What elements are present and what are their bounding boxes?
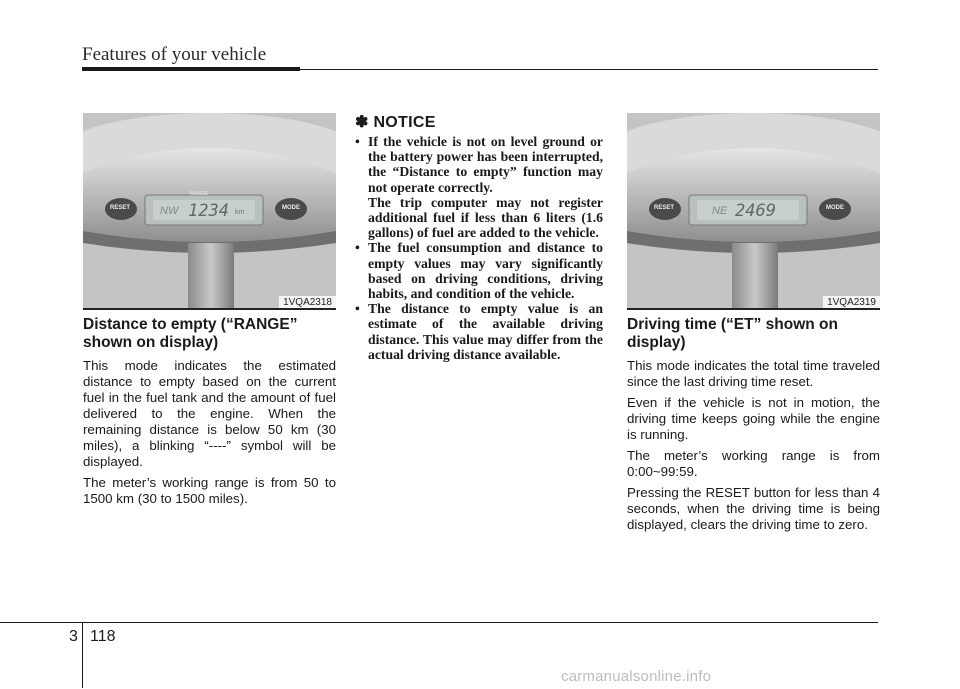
photo-code: 1VQA2319 [823,296,880,308]
reset-button-label: RESET [110,205,131,211]
bullet-icon: • [355,301,360,317]
reset-button-label: RESET [654,205,675,211]
header-rule [300,69,878,70]
paragraph: The meter’s working range is from 0:00~99:59. [627,448,880,479]
notice-heading: ✽ NOTICE [355,114,436,131]
paragraph: Even if the vehicle is not in motion, the driving time keeps going while the engine is running. [627,395,880,442]
paragraph: Pressing the RESET button for less than 4 seconds, when the driving time is being displayed, clears the driving time to zero. [627,485,880,532]
paragraph: This mode indicates the estimated distance to empty based on the current fuel in the fuel tank and the amount of fuel delivered to the engine. When the remaining distance is below 50 km (30 miles), a blinking “----” symbol will be displayed. [83,358,336,469]
page-header-title: Features of your vehicle [82,44,267,65]
footer-rule [0,622,878,623]
notice-item [355,240,603,301]
display-reading: 1234 [188,201,229,221]
driving-time-section [627,316,880,538]
notice-item [355,301,603,362]
footer-divider [82,622,83,688]
notice-item [355,134,603,240]
watermark: carmanualsonline.info [561,668,712,685]
notice-box [355,112,603,362]
display-unit: km [235,209,245,216]
display-reading: 2469 [735,201,776,221]
compass-reading: NE [712,205,728,217]
photo-underline [83,308,336,310]
range-section [83,316,336,512]
mode-button-label: MODE [826,205,844,211]
bullet-icon: • [355,240,360,256]
photo-code: 1VQA2318 [279,296,336,308]
bullet-icon: • [355,134,360,149]
range-display-photo [83,113,336,308]
page-number: 118 [90,628,116,645]
paragraph: This mode indicates the total time traveled since the last driving time reset. [627,358,880,389]
section-heading: Driving time (“ET” shown on display) [627,316,838,351]
notice-text: The fuel consumption and distance to empty values may vary significantly based on driving conditions, driving habits, and condition of the vehicle. [368,240,603,302]
notice-list [355,134,603,362]
notice-text: If the vehicle is not on level ground or the battery power has been interrupted, the “Distance to empty” function may not operate correctly. [368,134,603,195]
paragraph: The meter’s working range is from 50 to 1500 km (30 to 1500 miles). [83,475,336,506]
chapter-number: 3 [69,628,78,645]
range-indicator-label: RANGE [190,191,208,197]
driving-time-display-photo [627,113,880,308]
mode-button-label: MODE [282,205,300,211]
compass-reading: NW [160,205,179,217]
photo-underline [627,308,880,310]
notice-subtext: The trip computer may not register additional fuel if less than 6 liters (1.6 gallons) of fuel are added to the vehicle. [368,194,603,241]
section-heading: Distance to empty (“RANGE” shown on display) [83,316,298,351]
header-bar [82,67,300,71]
notice-text: The distance to empty value is an estimate of the available driving distance. This value may differ from the actual driving distance available. [368,301,603,362]
